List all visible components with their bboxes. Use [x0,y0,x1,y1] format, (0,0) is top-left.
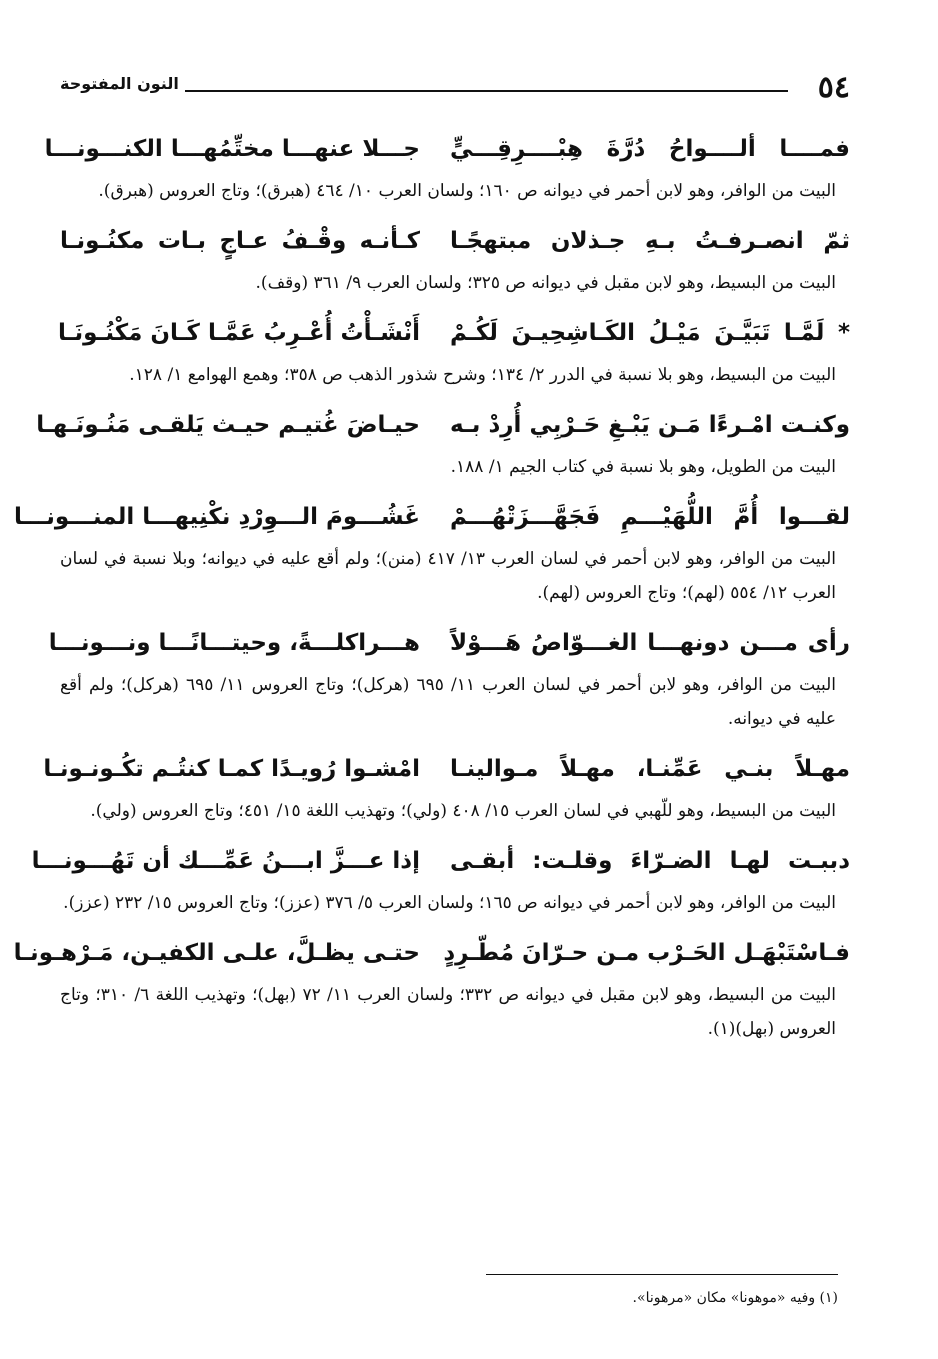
verse-first-hemistich: ثمّ انصـرفـتُ بـهِ جـذلان مبتهجًـا [450,228,850,254]
verse-source-note: البيت من الوافر، وهو لابن أحمر في لسان العرب ١١/ ٦٩٥ (هركل)؛ وتاج العروس ١١/ ٦٩٥ (هركل)؛ ولم أقع عليه في ديوانه. [60,675,836,729]
verse-entry [31,836,850,920]
verse-first-hemistich: فـاسْتَبْهَـل الحَـرْب مـن حـرّانَ مُطّـرِدٍ [443,940,850,966]
verse-second-hemistich: هـــراكلـــةً، وحيتـــانًـــا ونـــونـــا [48,630,420,656]
verse-source-note: البيت من البسيط، وهو لابن مقبل في ديوانه ص ٣٢٥؛ ولسان العرب ٩/ ٣٦١ (وقف). [255,273,836,293]
verse-line [60,308,850,358]
verse-source-note: البيت من البسيط، وهو بلا نسبة في الدرر ٢/ ١٣٤؛ وشرح شذور الذهب ص ٣٥٨؛ وهمع الهوامع ١/ ١٢٨. [129,365,836,385]
verse-line [48,618,850,668]
footnote-rule [486,1274,838,1275]
verse-line [31,836,850,886]
verse-source-note: البيت من الوافر، وهو لابن أحمر في ديوانه ص ١٦٥؛ ولسان العرب ٥/ ٣٧٦ (عزز)؛ وتاج العروس ١٥/ ٢٣٢ (عزز). [63,893,836,913]
header-rule [185,90,788,92]
verse-line [44,124,850,174]
verse-entry [60,308,850,392]
verse-first-hemistich: مهـلاً بنـي عَمِّنـا، مهـلاً مـوالينـا [450,756,850,782]
verse-entry [36,400,850,484]
verse-first-hemistich: فمــــا ألــــواحُ دُرَّةَ هِبْــــرِقِـــيٍّ [450,136,850,162]
verse-line [43,744,850,794]
verse-source-note: البيت من الطويل، وهو بلا نسبة في كتاب الجيم ١/ ١٨٨. [450,457,836,477]
verse-source-note: البيت من الوافر، وهو لابن أحمر في لسان العرب ١٣/ ٤١٧ (منن)؛ ولم أقع عليه في ديوانه؛ وبلا نسبة في لسان العرب ١٢/ ٥٥٤ (لهم)؛ وتاج العروس (لهم). [60,549,836,603]
verse-list [13,124,850,1054]
verse-first-hemistich: لقـــوا أُمَّ اللُّهَيْـــمِ فَجَهَّـــزَتْهُـــمْ [450,504,850,530]
verse-second-hemistich: حتـى يظـلَّ، علـى الكفيـن، مَـرْهـونـا [13,940,420,966]
verse-entry [14,492,850,610]
verse-entry [43,744,850,828]
verse-entry [44,124,850,208]
verse-source-note: البيت من البسيط، وهو للّهبي في لسان العرب ١٥/ ٤٠٨ (ولي)؛ وتهذيب اللغة ١٥/ ٤٥١؛ وتاج العروس (ولي). [90,801,836,821]
verse-first-hemistich: * لَمَّـا تَبَيَّـنَ مَيْـلُ الكَـاشِحِيـنَ لَكُـمْ [450,320,850,346]
verse-line [36,400,850,450]
verse-second-hemistich: أَنْشَـأْتُ أُعْـرِبُ عَمَّـا كَـانَ مَكْنُـونَـا [58,320,420,346]
verse-line [14,492,850,542]
verse-second-hemistich: امْشـوا رُويـدًا كمـا كنتُـم تكُـونـونـا [43,756,420,782]
verse-second-hemistich: غَشُـــومَ الـــوِرْدِ نكْنِيهـــا المنـــونـــا [14,504,420,530]
verse-entry [48,618,850,736]
verse-first-hemistich: رأى مـــن دونهـــا الغـــوّاصُ هَـــوْلاً [450,630,850,656]
verse-second-hemistich: كـأنـه وقْـفُ عـاجٍ بـات مكنُـونـا [60,228,420,254]
verse-line [13,928,850,978]
verse-source-note: البيت من الوافر، وهو لابن أحمر في ديوانه ص ١٦٠؛ ولسان العرب ١٠/ ٤٦٤ (هبرق)؛ وتاج العروس (هبرق). [98,181,836,201]
verse-entry [13,928,850,1046]
verse-line [60,216,850,266]
chapter-title: النون المفتوحة [60,74,179,93]
verse-source-note: البيت من البسيط، وهو لابن مقبل في ديوانه ص ٣٣٢؛ ولسان العرب ١١/ ٧٢ (بهل)؛ وتهذيب اللغة ٦/ ٣١٠؛ وتاج العروس (بهل)(١). [60,985,836,1039]
verse-first-hemistich: وكنـت امْـرءًا مَـن يَبْـغِ حَـرْبِي أُرِدْ بـه [450,412,850,438]
footnote: (١) وفيه «موهونا» مكان «مرهونا». [632,1290,838,1306]
verse-second-hemistich: حيـاضَ غُتيـم حيـث يَلقـى مَنُـونَـهـا [36,412,420,438]
page-number: ٥٤ [817,70,850,105]
verse-entry [60,216,850,300]
page-header [60,70,850,112]
verse-first-hemistich: دببـت لهـا الضـرّاءَ وقلـت: أبقـى [450,848,850,874]
verse-second-hemistich: إذا عـــزَّ ابـــنُ عَمِّـــك أن تَهُـــونـــا [31,848,420,874]
verse-second-hemistich: جـــلا عنهـــا مختِّمُهـــا الكنـــونـــا [44,136,420,162]
